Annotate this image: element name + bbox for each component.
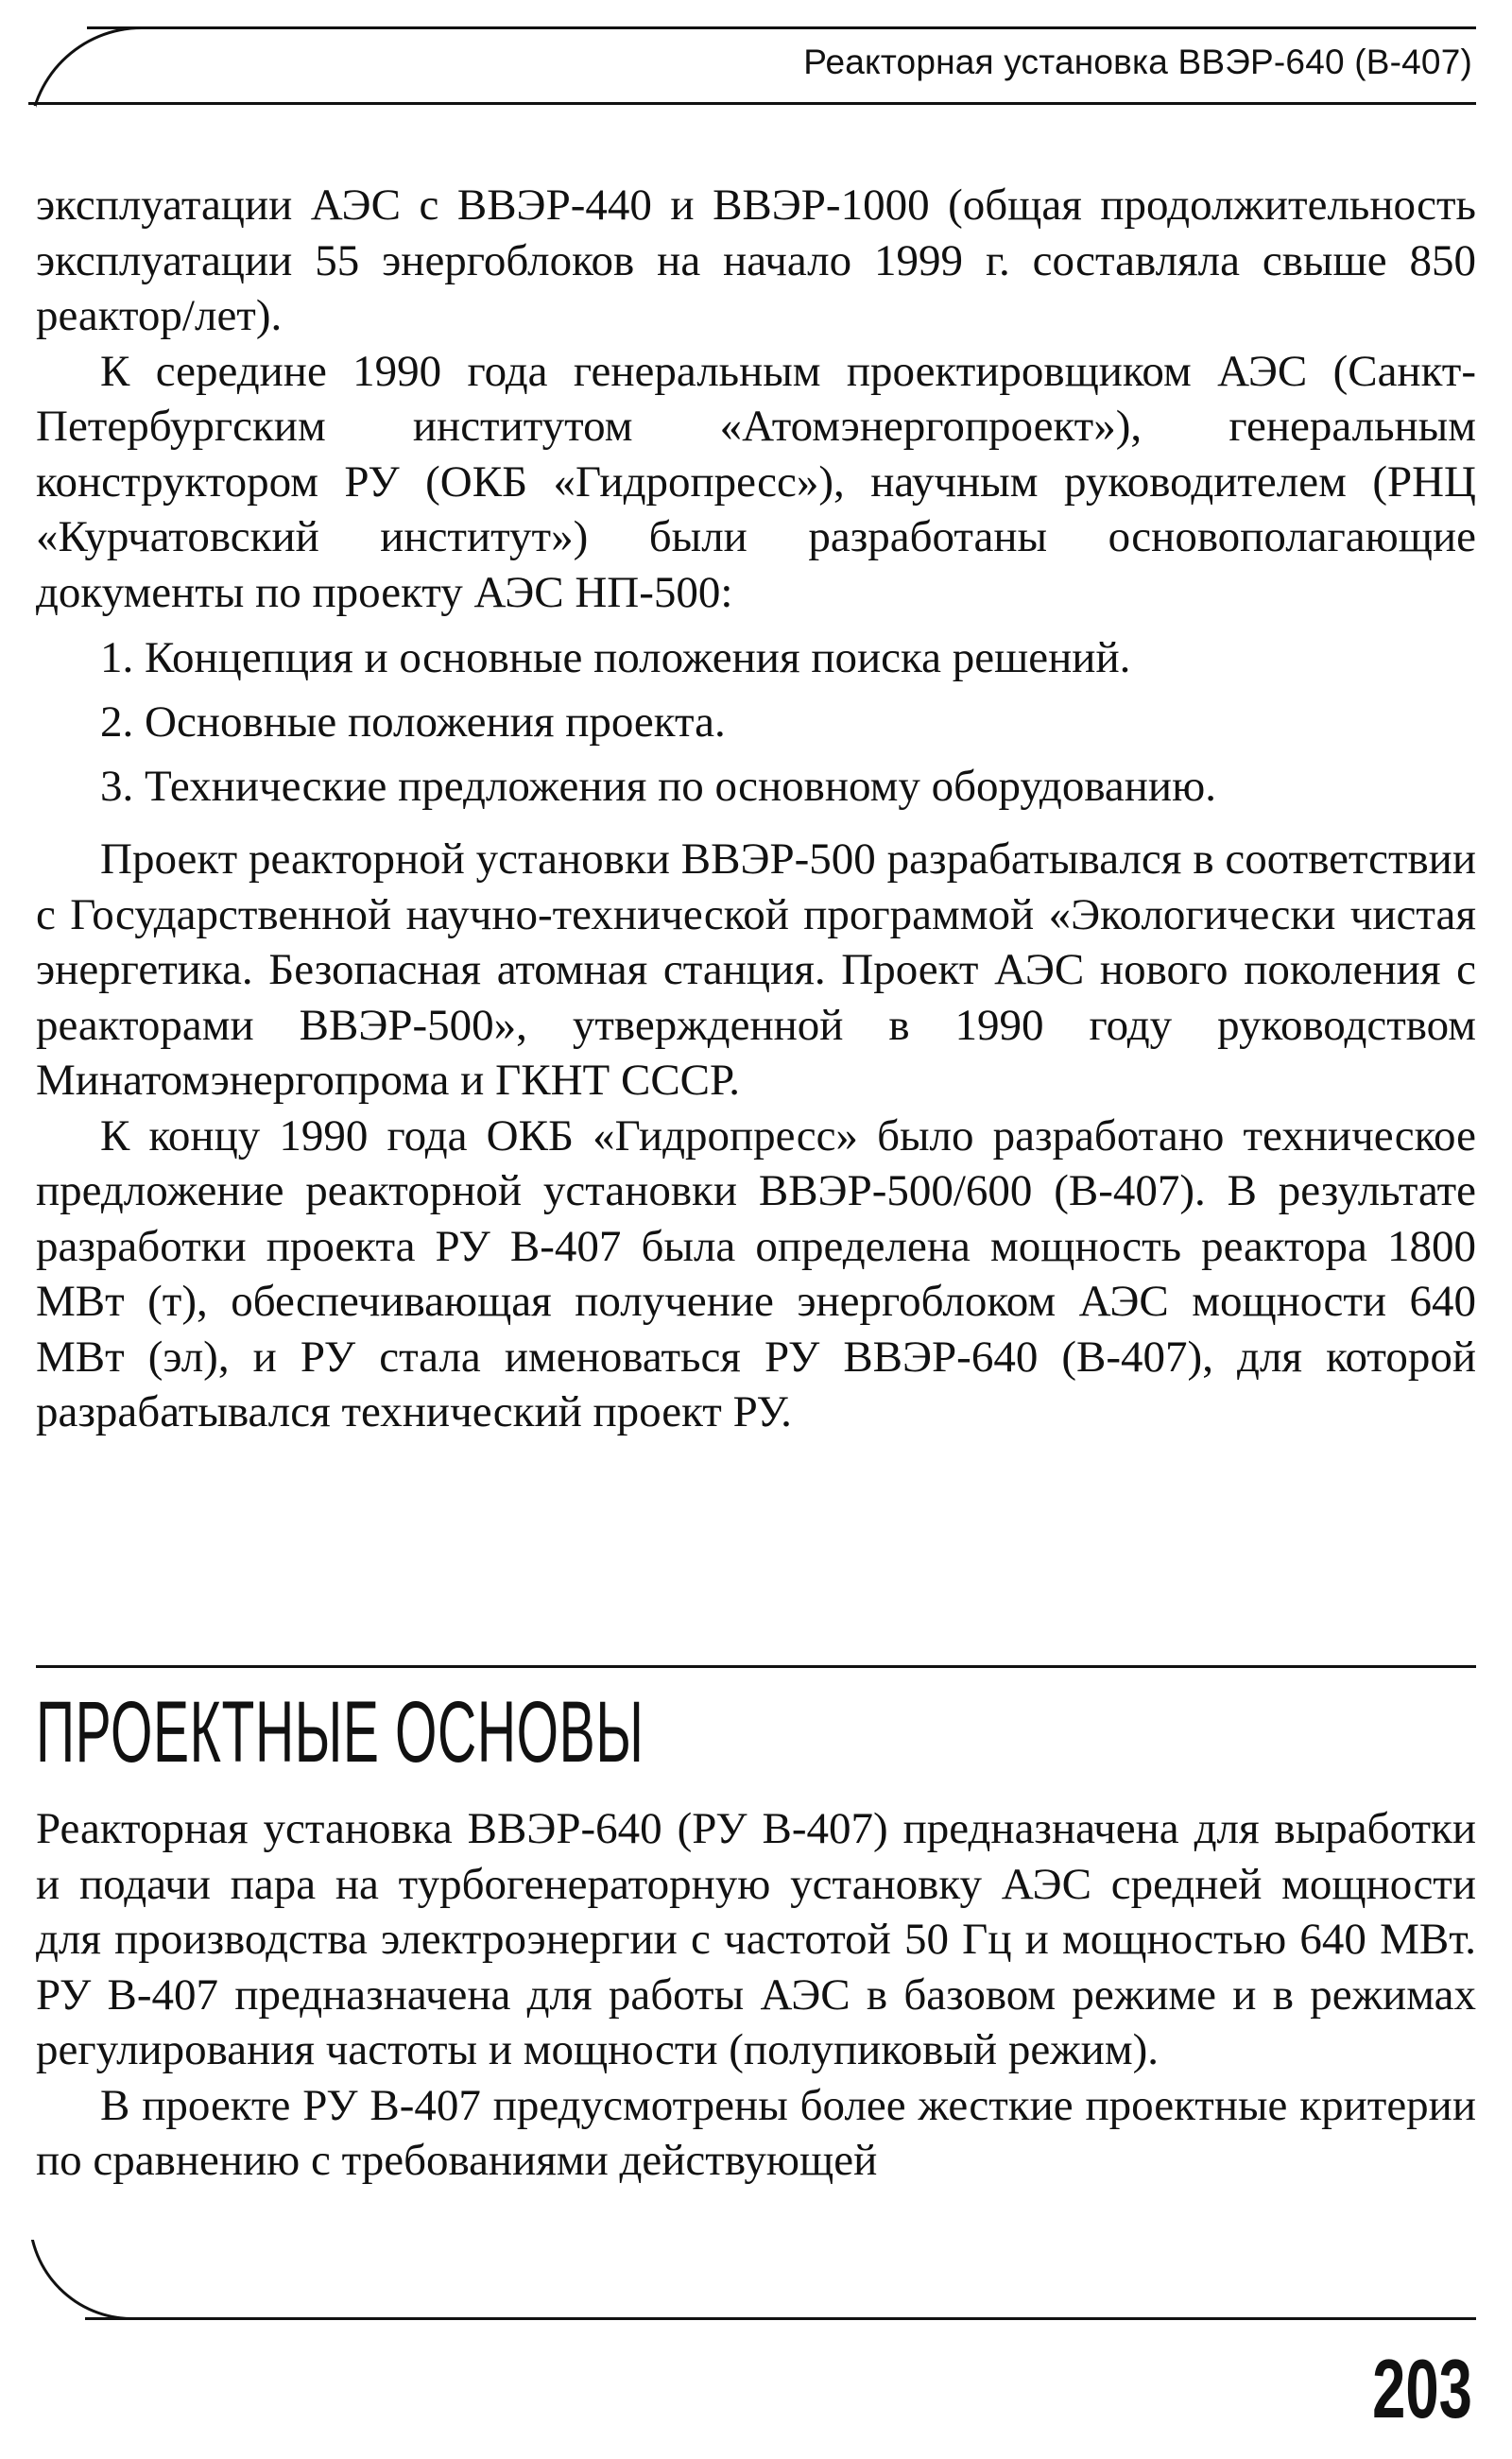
paragraph: К концу 1990 года ОКБ «Гидропресс» было разработано техническое предложение реакторной установки ВВЭР-500/600 (В-407). В результате разработки проекта РУ В-407 была определена мощность реактора 1800 МВт (т), обеспечивающая получение энергоблоком АЭС мощности 640 МВт (эл), и РУ стала именоваться РУ ВВЭР-640 (В-407), для которой разрабатывался технический проект РУ. bbox=[36, 1110, 1476, 1436]
list-item: 3. Технические предложения по основному оборудованию. bbox=[100, 762, 1216, 811]
list-item: 1. Концепция и основные положения поиска решений. bbox=[100, 633, 1131, 682]
section-heading: ПРОЕКТНЫЕ ОСНОВЫ bbox=[36, 1684, 644, 1780]
page-number: 203 bbox=[1372, 2342, 1472, 2435]
list-item: 2. Основные положения проекта. bbox=[100, 697, 726, 747]
footer-rule bbox=[85, 2317, 1476, 2320]
paragraph-continued: эксплуатации АЭС с ВВЭР-440 и ВВЭР-1000 (общая продолжительность эксплуатации 55 энергоблоков на начало 1999 г. составляла свыше 850 реактор/лет). bbox=[36, 181, 1476, 340]
header-frame-corner bbox=[28, 26, 142, 140]
running-title: Реакторная установка ВВЭР-640 (В-407) bbox=[803, 43, 1472, 81]
paragraph: К середине 1990 года генеральным проектировщиком АЭС (Санкт-Петербургским институтом «Атомэнергопроект»), генеральным конструктором РУ (ОКБ «Гидропресс»), научным руководителем (РНЦ «Курчатовский институт») были разработаны основополагающие документы по проекту АЭС НП-500: bbox=[36, 346, 1476, 617]
header-rule bbox=[28, 102, 1476, 105]
section-body-text bbox=[36, 1801, 1476, 2189]
section-rule bbox=[36, 1665, 1476, 1668]
paragraph: В проекте РУ В-407 предусмотрены более жесткие проектные критерии по сравнению с требованиями действующей bbox=[36, 2080, 1476, 2185]
numbered-list bbox=[36, 626, 1476, 818]
body-text bbox=[36, 178, 1476, 1440]
header-frame-top-rule bbox=[87, 26, 1476, 29]
paragraph: Реакторная установка ВВЭР-640 (РУ В-407) предназначена для выработки и подачи пара на турбогенераторную установку АЭС средней мощности для производства электроэнергии с частотой 50 Гц и мощностью 640 МВт. РУ В-407 предназначена для работы АЭС в базовом режиме и в режимах регулирования частоты и мощности (полупиковый режим). bbox=[36, 1804, 1476, 2074]
paragraph: Проект реакторной установки ВВЭР-500 разрабатывался в соответствии с Государственной научно-технической программой «Экологически чистая энергетика. Безопасная атомная станция. Проект АЭС нового поколения с реакторами ВВЭР-500», утвержденной в 1990 году руководством Минатомэнергопрома и ГКНТ СССР. bbox=[36, 834, 1476, 1105]
footer-frame-corner bbox=[28, 2216, 132, 2320]
